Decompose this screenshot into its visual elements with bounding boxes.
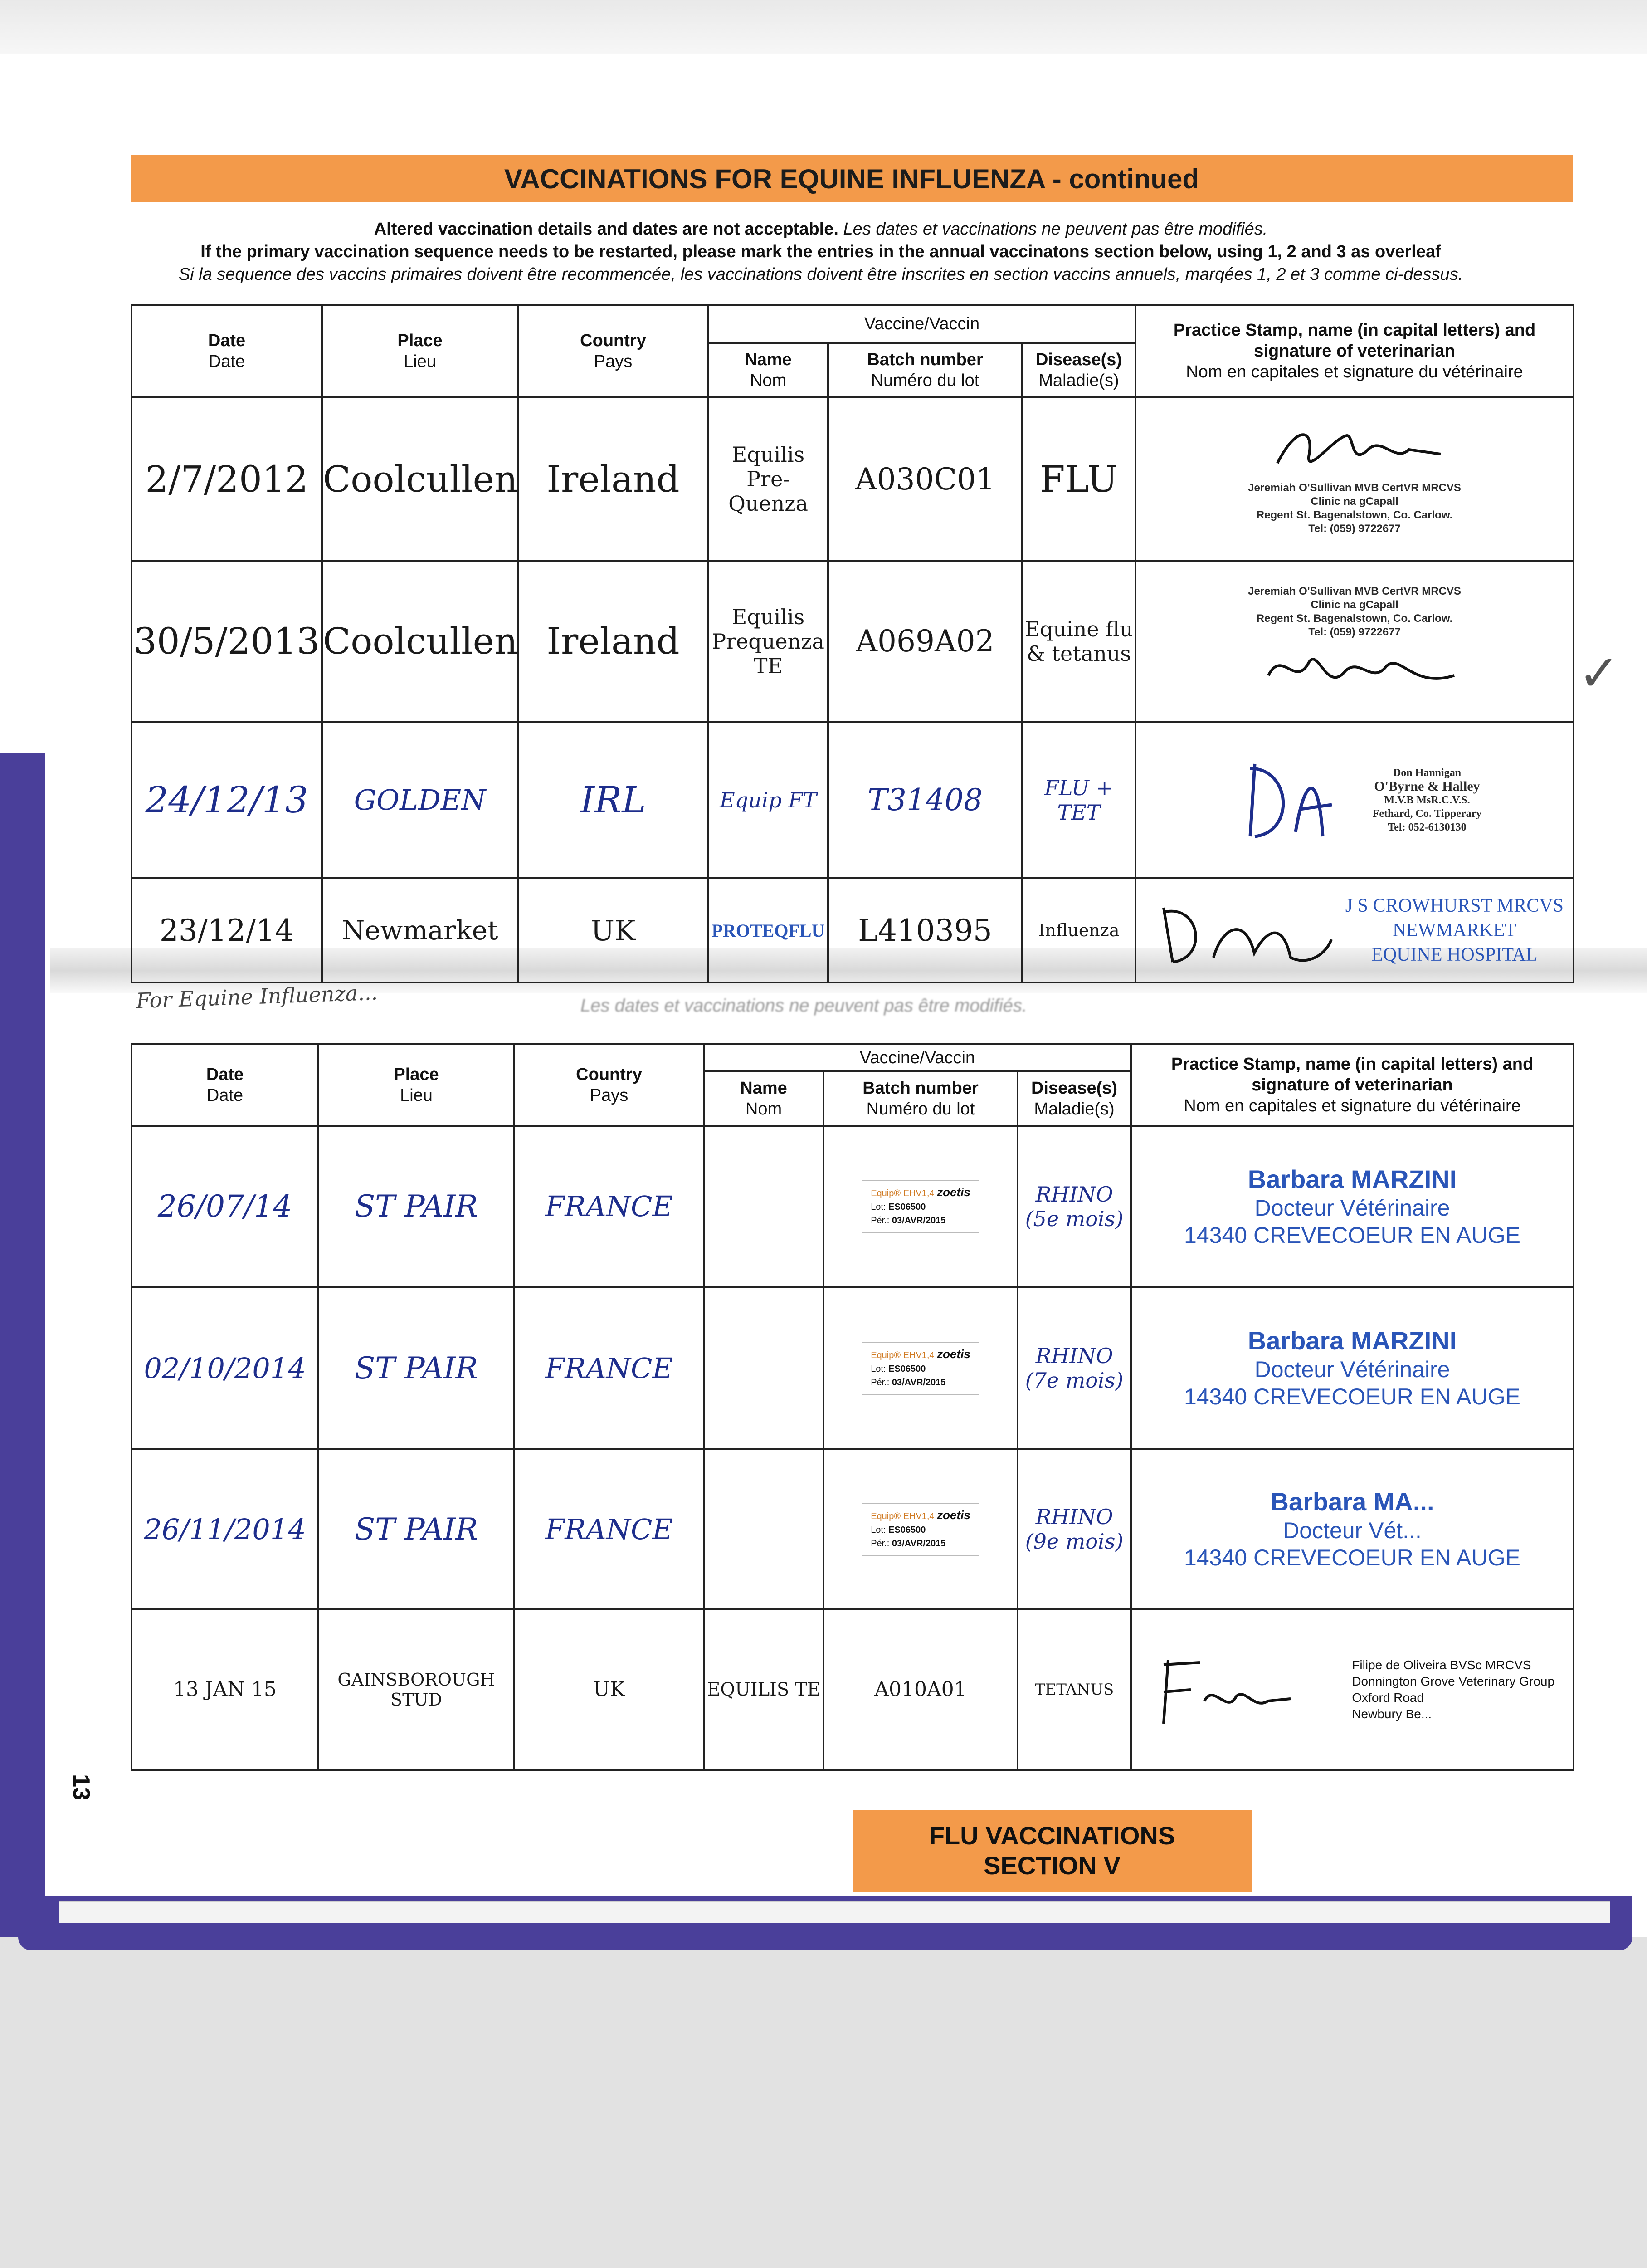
stamp-line: 14340 CREVECOEUR EN AUGE (1184, 1222, 1520, 1248)
notice-line1-italic: Les dates et vaccinations ne peuvent pas être modifiés. (843, 220, 1268, 239)
row-vaccine-name: EQUILIS TE (704, 1609, 824, 1770)
stamp-line: Docteur Vétérinaire (1254, 1357, 1450, 1382)
stamp-line: NEWMARKET (1392, 920, 1516, 941)
row-batch: A010A01 (824, 1609, 1018, 1770)
stamp-line: Barbara MA... (1270, 1487, 1434, 1516)
notice-line2: If the primary vaccination sequence needs to be restarted, please mark the entries in the annual vaccinatons section below, using 1, 2 and 3 as overleaf (200, 242, 1441, 261)
vaccine-label-sticker: Equip® EHV1,4 zoetis Lot: ES06500 Pér.: 03/AVR/2015 (862, 1342, 979, 1395)
table-header-row (132, 305, 1574, 343)
row-batch (824, 1126, 1018, 1287)
row-batch: A069A02 (828, 561, 1022, 722)
row-place: Newmarket (322, 878, 518, 982)
row-place: Coolcullen (322, 397, 518, 561)
stamp-line: Don Hannigan (1393, 767, 1462, 779)
table-row (132, 1609, 1574, 1770)
blurred-note: Les dates et vaccinations ne peuvent pas être modifiés. (580, 996, 1028, 1016)
header-date: Date Date (132, 305, 322, 397)
table-row (132, 397, 1574, 561)
row-country: Ireland (518, 397, 708, 561)
stamp-line: Clinic na gCapall (1311, 495, 1398, 508)
row-date: 23/12/14 (132, 878, 322, 982)
row-stamp (1131, 1287, 1574, 1449)
signature (1150, 1651, 1295, 1728)
header-name: Name Nom (708, 343, 828, 397)
row-date: 2/7/2012 (132, 397, 322, 561)
signature (1241, 639, 1468, 698)
row-vaccine-name: Equip FT (708, 722, 828, 878)
stamp-line: 14340 CREVECOEUR EN AUGE (1184, 1545, 1520, 1570)
row-date: 24/12/13 (132, 722, 322, 878)
header-batch: Batch number Numéro du lot (824, 1071, 1018, 1126)
table-row (132, 1449, 1574, 1609)
row-stamp (1131, 1126, 1574, 1287)
header-date: Date Date (132, 1044, 318, 1126)
stamp-line: Tel: (059) 9722677 (1308, 523, 1401, 535)
row-disease: FLU + TET (1022, 722, 1135, 878)
header-place: Place Lieu (322, 305, 518, 397)
scan-background-bottom (0, 1937, 1647, 2268)
row-vaccine-name (704, 1287, 824, 1449)
row-stamp (1131, 1609, 1574, 1770)
section-label (853, 1810, 1252, 1892)
row-stamp (1135, 561, 1574, 722)
row-vaccine-name: Equilis Pre-Quenza (708, 397, 828, 561)
header-place: Place Lieu (318, 1044, 514, 1126)
row-place: Coolcullen (322, 561, 518, 722)
scan-background-top (0, 0, 1647, 54)
stamp-line: Oxford Road (1352, 1690, 1424, 1705)
stamp-line: Docteur Vét... (1283, 1518, 1422, 1543)
vaccine-label-sticker: Equip® EHV1,4 zoetis Lot: ES06500 Pér.: 03/AVR/2015 (862, 1503, 979, 1556)
stamp-line: Docteur Vétérinaire (1254, 1195, 1450, 1221)
stamp-line: Tel: (059) 9722677 (1308, 626, 1401, 638)
row-country: FRANCE (514, 1287, 704, 1449)
stamp-line: Regent St. Bagenalstown, Co. Carlow. (1256, 612, 1453, 625)
row-country: UK (518, 878, 708, 982)
row-batch (824, 1449, 1018, 1609)
row-batch (824, 1287, 1018, 1449)
row-date: 13 JAN 15 (132, 1609, 318, 1770)
stamp-line: Fethard, Co. Tipperary (1372, 807, 1482, 820)
stamp-line: 14340 CREVECOEUR EN AUGE (1184, 1384, 1520, 1409)
stamp-line: Clinic na gCapall (1311, 598, 1398, 611)
row-place: ST PAIR (318, 1126, 514, 1287)
row-vaccine-name: PROTEQFLU (708, 878, 828, 982)
row-date: 02/10/2014 (132, 1287, 318, 1449)
notice-line3: Si la sequence des vaccins primaires doivent être recommencée, les vaccinations doivent être inscrites en section vaccins annuels, marqées 1, 2 et 3 comme ci-dessus. (178, 265, 1463, 284)
page-number: 13 (68, 1774, 94, 1800)
stamp-line: EQUINE HOSPITAL (1371, 944, 1538, 965)
margin-note: For Equine Influenza... (136, 980, 378, 1013)
header-country: Country Pays (514, 1044, 704, 1126)
row-disease: Equine flu & tetanus (1022, 561, 1135, 722)
header-vaccine: Vaccine/Vaccin (708, 305, 1135, 343)
row-batch: A030C01 (828, 397, 1022, 561)
signature (1228, 750, 1345, 850)
vaccine-label-sticker: Equip® EHV1,4 zoetis Lot: ES06500 Pér.: 03/AVR/2015 (862, 1180, 979, 1233)
notice-text (68, 218, 1574, 286)
row-country: UK (514, 1609, 704, 1770)
table-row (132, 878, 1574, 982)
header-disease: Disease(s) Maladie(s) (1022, 343, 1135, 397)
stamp-line: Regent St. Bagenalstown, Co. Carlow. (1256, 509, 1453, 521)
bottom-vaccination-table (131, 1043, 1574, 1771)
row-batch: L410395 (828, 878, 1022, 982)
row-country: IRL (518, 722, 708, 878)
stamp-line: Jeremiah O'Sullivan MVB CertVR MRCVS (1248, 585, 1461, 597)
row-place: ST PAIR (318, 1287, 514, 1449)
underlying-page-strip (59, 1901, 1610, 1923)
notice-line1-bold: Altered vaccination details and dates are not acceptable. (374, 220, 838, 239)
row-stamp (1135, 397, 1574, 561)
stamp-line: J S CROWHURST MRCVS (1345, 895, 1564, 916)
stamp-line: M.V.B MsR.C.V.S. (1384, 794, 1470, 806)
row-place: GAINSBOROUGH STUD (318, 1609, 514, 1770)
row-country: FRANCE (514, 1126, 704, 1287)
header-vaccine: Vaccine/Vaccin (704, 1044, 1131, 1071)
row-stamp (1135, 722, 1574, 878)
row-date: 26/07/14 (132, 1126, 318, 1287)
row-disease: TETANUS (1018, 1609, 1131, 1770)
stamp-line: Barbara MARZINI (1247, 1164, 1457, 1193)
page-banner: VACCINATIONS FOR EQUINE INFLUENZA - continued (131, 155, 1573, 202)
section-line2: SECTION V (984, 1851, 1121, 1880)
table-row (132, 722, 1574, 878)
row-vaccine-name (704, 1126, 824, 1287)
row-stamp (1131, 1449, 1574, 1609)
row-batch: T31408 (828, 722, 1022, 878)
check-mark: ✓ (1578, 645, 1620, 701)
row-disease: FLU (1022, 397, 1135, 561)
stamp-line: O'Byrne & Halley (1374, 778, 1480, 794)
row-date: 30/5/2013 (132, 561, 322, 722)
stamp-line: Donnington Grove Veterinary Group (1352, 1674, 1555, 1688)
table-row (132, 1126, 1574, 1287)
header-name: Name Nom (704, 1071, 824, 1126)
header-country: Country Pays (518, 305, 708, 397)
header-stamp: Practice Stamp, name (in capital letters) and signature of veterinarian Nom en capitales et signature du vétérinaire (1131, 1044, 1574, 1126)
row-vaccine-name: Equilis Prequenza TE (708, 561, 828, 722)
table-header-row (132, 1044, 1574, 1071)
stamp-line: Barbara MARZINI (1247, 1326, 1457, 1355)
signature (1145, 890, 1336, 971)
row-disease: RHINO (9e mois) (1018, 1449, 1131, 1609)
top-vaccination-table (131, 304, 1574, 983)
table-row (132, 561, 1574, 722)
stamp-line: Newbury Be... (1352, 1706, 1432, 1721)
row-date: 26/11/2014 (132, 1449, 318, 1609)
row-country: Ireland (518, 561, 708, 722)
section-line1: FLU VACCINATIONS (929, 1821, 1175, 1850)
row-country: FRANCE (514, 1449, 704, 1609)
row-stamp (1135, 878, 1574, 982)
row-place: GOLDEN (322, 722, 518, 878)
header-disease: Disease(s) Maladie(s) (1018, 1071, 1131, 1126)
row-disease: RHINO (7e mois) (1018, 1287, 1131, 1449)
header-stamp: Practice Stamp, name (in capital letters) and signature of veterinarian Nom en capitales et signature du vétérinaire (1135, 305, 1574, 397)
row-disease: RHINO (5e mois) (1018, 1126, 1131, 1287)
stamp-line: Filipe de Oliveira BVSc MRCVS (1352, 1657, 1531, 1672)
header-batch: Batch number Numéro du lot (828, 343, 1022, 397)
booklet-cover-left (0, 753, 52, 1955)
signature (1259, 422, 1450, 481)
stamp-line: Tel: 052-6130130 (1388, 821, 1467, 833)
stamp-line: Jeremiah O'Sullivan MVB CertVR MRCVS (1248, 482, 1461, 494)
row-place: ST PAIR (318, 1449, 514, 1609)
table-row (132, 1287, 1574, 1449)
row-disease: Influenza (1022, 878, 1135, 982)
row-vaccine-name (704, 1449, 824, 1609)
